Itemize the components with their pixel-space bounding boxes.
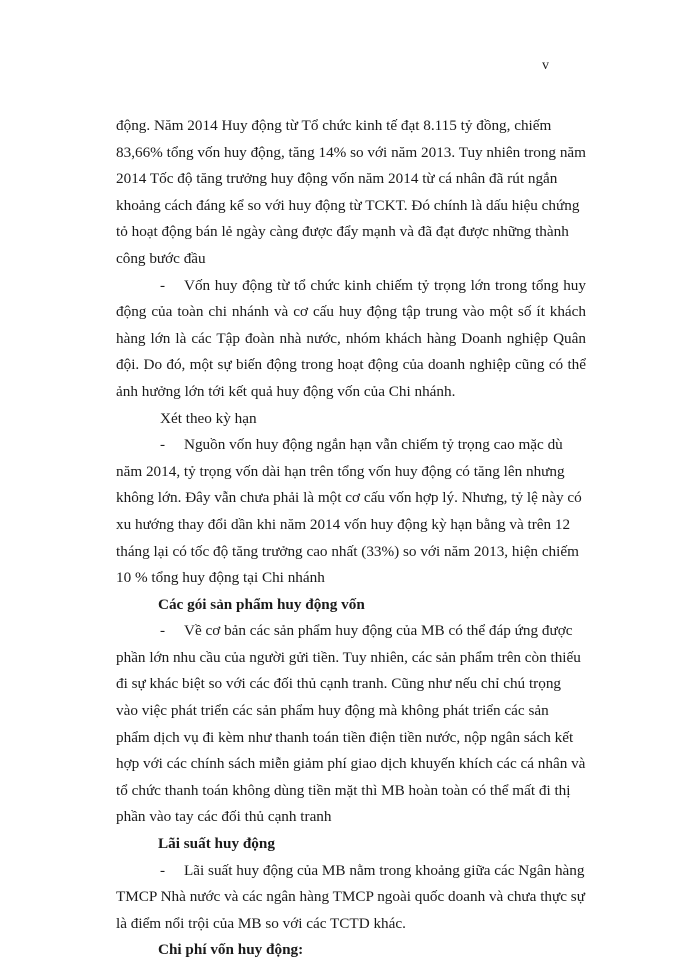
bullet-dash: - xyxy=(160,622,166,640)
document-body xyxy=(116,113,586,964)
bullet-dash: - xyxy=(160,861,166,879)
paragraph-continuation: động. Năm 2014 Huy động từ Tổ chức kinh tế đạt 8.115 tỷ đồng, chiếm 83,66% tổng vốn huy động, tăng 14% so với năm 2013. Tuy nhiên trong năm 2014 Tốc độ tăng trưởng huy động vốn năm 2014 từ cá nhân đã rút ngắn khoảng cách đáng kể so với huy động từ TCKT. Đó chính là dấu hiệu chứng tỏ hoạt động bán lẻ ngày càng được đẩy mạnh và đã đạt được những thành công bước đầu xyxy=(116,117,586,267)
page-number: v xyxy=(542,58,549,73)
section-heading-products: Các gói sản phẩm huy động vốn xyxy=(158,595,365,613)
bullet-paragraph-short-term xyxy=(116,432,586,592)
bullet-dash: - xyxy=(160,276,166,294)
bullet-paragraph-interest-rate xyxy=(116,858,586,938)
bullet-paragraph-corporate-deposits xyxy=(116,273,586,406)
bullet-text: Vốn huy động từ tổ chức kinh chiếm tỷ trọng lớn trong tổng huy động của toàn chi nhánh và cơ cấu huy động tập trung vào một số ít khách hàng lớn là các Tập đoàn nhà nước, nhóm khách hàng Doanh nghiệp Quân đội. Do đó, một sự biến động trong hoạt động của doanh nghiệp cũng có thể ảnh hưởng lớn tới kết quả huy động vốn của Chi nhánh. xyxy=(116,276,586,400)
section-heading-interest-rate: Lãi suất huy động xyxy=(158,835,275,853)
bullet-dash: - xyxy=(160,436,166,454)
bullet-text: Lãi suất huy động của MB nằm trong khoảng giữa các Ngân hàng TMCP Nhà nước và các ngân hàng TMCP ngoài quốc doanh và chưa thực sự là điểm nổi trội của MB so với các TCTD khác. xyxy=(116,861,585,932)
bullet-text: Nguồn vốn huy động ngắn hạn vẫn chiếm tỷ trọng cao mặc dù năm 2014, tỷ trọng vốn dài hạn trên tổng vốn huy động có tăng lên nhưng không lớn. Đây vẫn chưa phải là một cơ cấu vốn hợp lý. Nhưng, tỷ lệ này có xu hướng thay đổi dần khi năm 2014 vốn huy động kỳ hạn bằng và trên 12 tháng lại có tốc độ tăng trưởng cao nhất (33%) so với năm 2013, hiện chiếm 10 % tổng huy động tại Chi nhánh xyxy=(116,436,582,587)
paragraph-term-label: Xét theo kỳ hạn xyxy=(160,409,257,427)
bullet-text: Về cơ bản các sản phẩm huy động của MB có thể đáp ứng được phần lớn nhu cầu của người gửi tiền. Tuy nhiên, các sản phẩm trên còn thiếu đi sự khác biệt so với các đối thủ cạnh tranh. Cũng như nếu chỉ chú trọng vào việc phát triển các sản phẩm huy động mà không phát triển các sản phẩm dịch vụ đi kèm như thanh toán tiền điện tiền nước, nộp ngân sách kết hợp với các chính sách miễn giảm phí giao dịch khuyến khích các cá nhân và tổ chức thanh toán không dùng tiền mặt thì MB hoàn toàn có thể mất đi thị phần vào tay các đối thủ cạnh tranh xyxy=(116,622,586,826)
section-heading-cost-of-funds: Chi phí vốn huy động: xyxy=(158,941,304,959)
bullet-paragraph-products xyxy=(116,618,586,831)
